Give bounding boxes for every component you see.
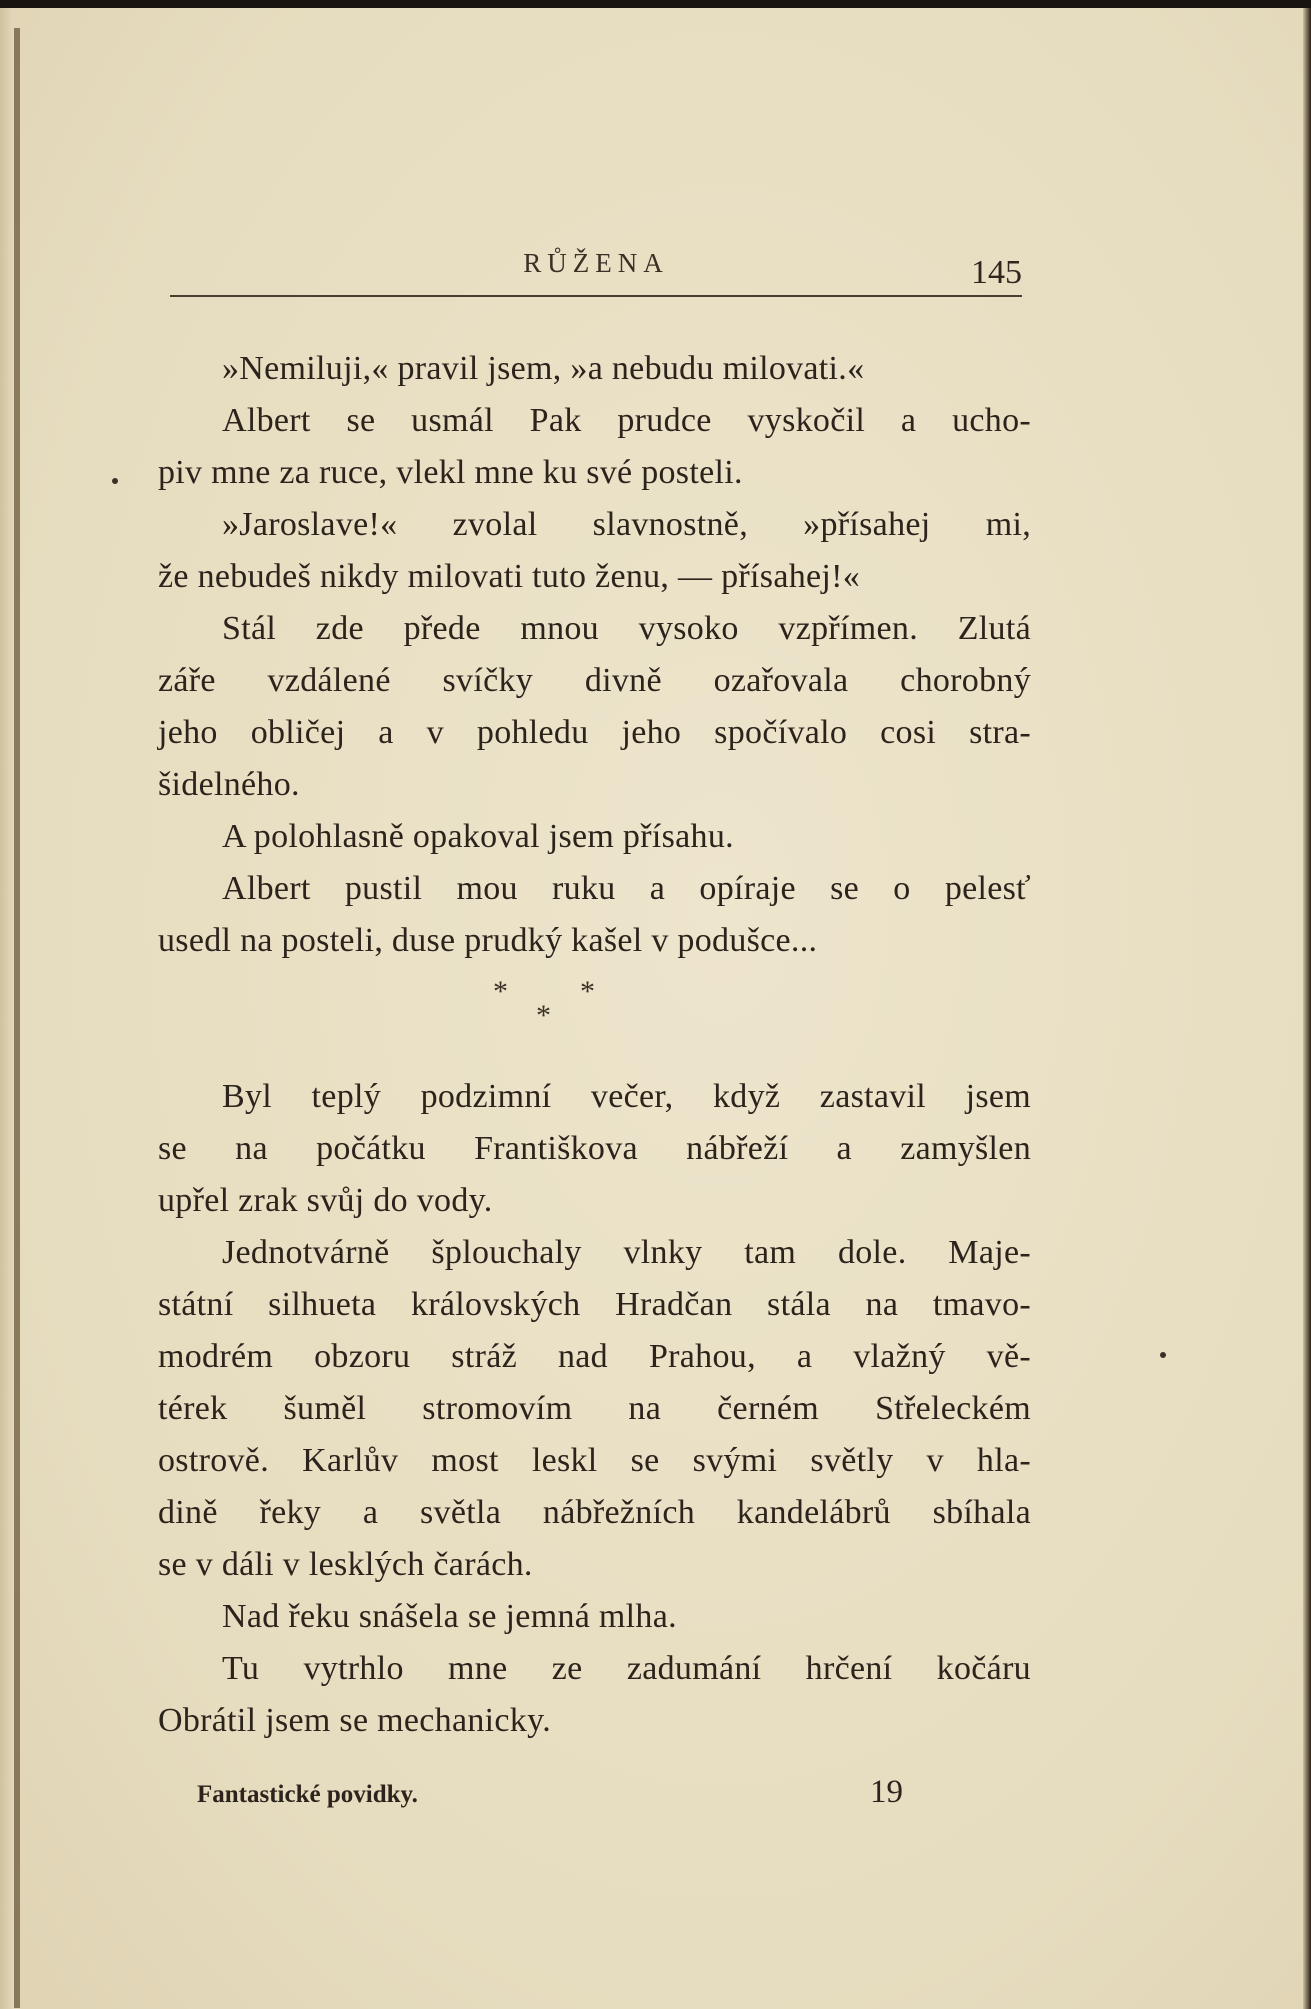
paragraph (158, 499, 1031, 603)
paragraph (158, 1227, 1031, 1591)
margin-dot-left (112, 478, 118, 484)
page-left-edge (0, 8, 14, 2009)
text-line: Albert pustil mou ruku a opíraje se o pelesť (222, 870, 1031, 907)
text-line: A polohlasně opakoval jsem přísahu. (222, 818, 734, 855)
text-line: že nebudeš nikdy milovati tuto ženu, — přísahej!« (158, 558, 861, 595)
text-line: ostrově. Karlův most leskl se svými světly v hla- (158, 1442, 1031, 1479)
asterisk-left: * (493, 975, 508, 1008)
text-line: Jednotvárně šplouchaly vlnky tam dole. Maje- (222, 1234, 1031, 1271)
page-right-edge (1303, 8, 1311, 2009)
text-line: šidelného. (158, 766, 300, 803)
text-line: se na počátku Františkova nábřeží a zamyšlen (158, 1130, 1031, 1167)
book-page (0, 8, 1311, 2009)
paragraph (158, 603, 1031, 811)
text-line: záře vzdálené svíčky divně ozařovala chorobný (158, 662, 1031, 699)
text-line: státní silhueta královských Hradčan stála na tmavo- (158, 1286, 1031, 1323)
paragraph (158, 395, 1031, 499)
text-line: se v dáli v lesklých čarách. (158, 1546, 533, 1583)
text-line: piv mne za ruce, vlekl mne ku své posteli. (158, 454, 743, 491)
header-rule (170, 295, 1022, 297)
footer-book-title: Fantastické povidky. (197, 1781, 418, 1808)
paragraph (158, 863, 1031, 967)
text-section-2 (158, 1071, 1031, 1747)
paragraph (158, 811, 1031, 863)
text-line: térek šuměl stromovím na černém Střeleckém (158, 1390, 1031, 1427)
body-text (158, 343, 1031, 1747)
text-line: Stál zde přede mnou vysoko vzpřímen. Zlutá (222, 610, 1031, 647)
text-line: upřel zrak svůj do vody. (158, 1182, 493, 1219)
text-line: »Jaroslave!« zvolal slavnostně, »přísahej mi, (222, 506, 1031, 543)
text-line: jeho obličej a v pohledu jeho spočívalo cosi stra- (158, 714, 1031, 751)
text-line: modrém obzoru stráž nad Prahou, a vlažný vě- (158, 1338, 1031, 1375)
footer-signature: 19 (870, 1774, 903, 1810)
paragraph (158, 1643, 1031, 1747)
running-title: RŮŽENA (523, 248, 669, 278)
paragraph (158, 1071, 1031, 1227)
text-line: usedl na posteli, duse prudký kašel v podušce... (158, 922, 818, 959)
asterisk-center: * (536, 999, 551, 1032)
text-section-1 (158, 343, 1031, 967)
text-line: Tu vytrhlo mne ze zadumání hrčení kočáru (222, 1650, 1031, 1687)
paragraph (158, 343, 1031, 395)
binding-spine (14, 28, 20, 2008)
paragraph (158, 1591, 1031, 1643)
margin-dot-right (1160, 1352, 1166, 1358)
text-line: »Nemiluji,« pravil jsem, »a nebudu milovati.« (222, 350, 865, 387)
text-line: Byl teplý podzimní večer, když zastavil jsem (222, 1078, 1031, 1115)
page-number: 145 (971, 254, 1022, 291)
text-line: dině řeky a světla nábřežních kandelábrů sbíhala (158, 1494, 1031, 1531)
text-line: Nad řeku snášela se jemná mlha. (222, 1598, 677, 1635)
running-head (170, 244, 1022, 292)
text-line: Albert se usmál Pak prudce vyskočil a ucho- (222, 402, 1031, 439)
section-separator (158, 967, 1031, 1071)
text-line: Obrátil jsem se mechanicky. (158, 1702, 551, 1739)
asterisk-right: * (580, 975, 595, 1008)
